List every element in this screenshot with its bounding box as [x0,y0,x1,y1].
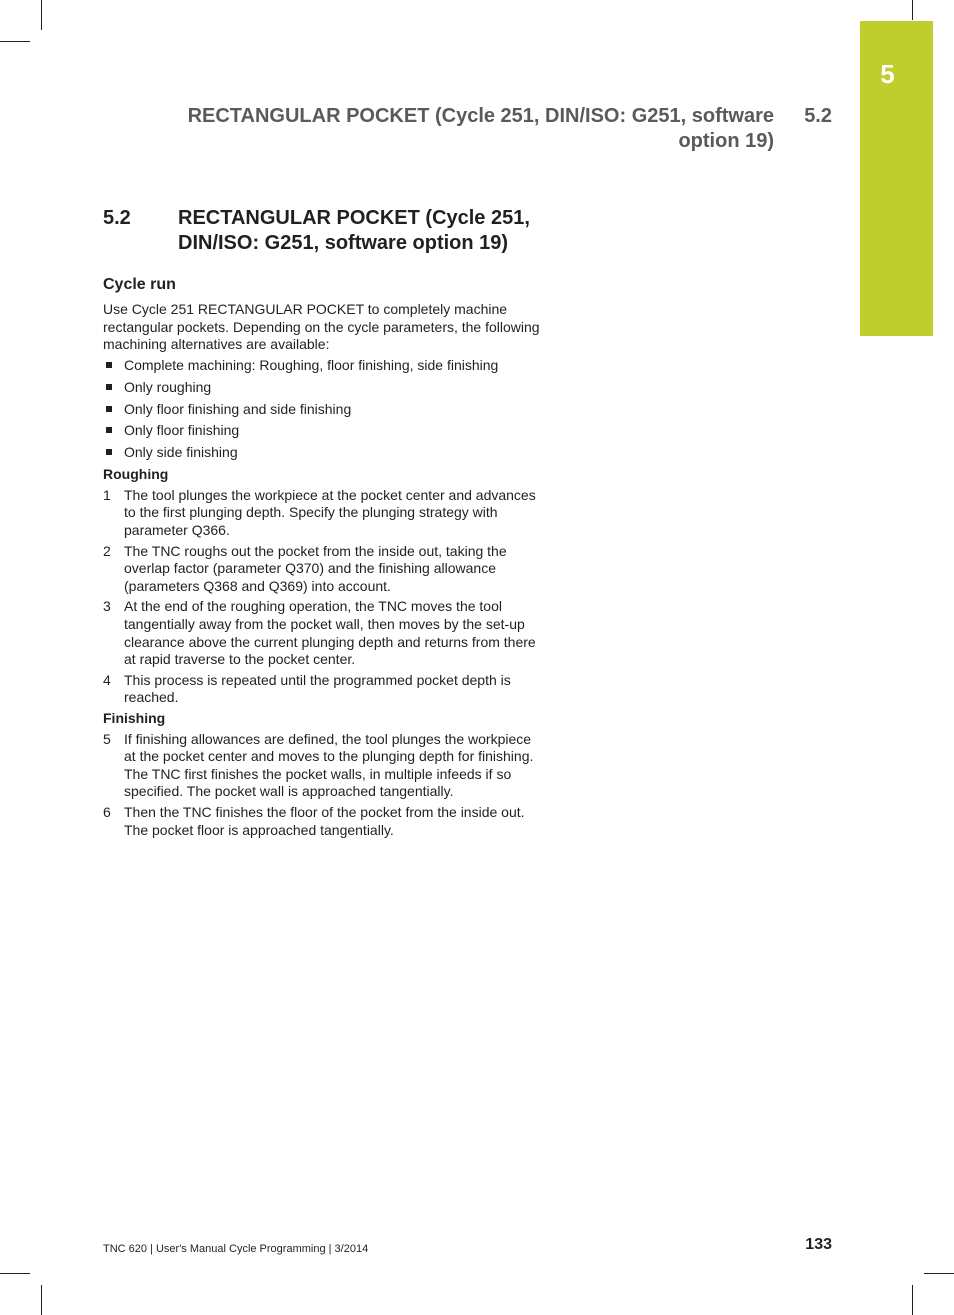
section-heading [103,206,553,256]
step-item [103,804,543,839]
list-item-text: Only floor finishing and side finishing [124,400,352,417]
list-item-text: Only roughing [124,378,212,395]
step-text: The TNC roughs out the pocket from the inside out, taking the overlap factor (parameter Q370) and the finishing allowance (parameters Q368 and Q369) into account. [124,542,507,594]
list-item-text: Complete machining: Roughing, floor finishing, side finishing [124,356,499,373]
list-item [103,357,543,375]
step-item [103,543,543,596]
crop-mark [912,1285,913,1315]
alternatives-list [103,357,543,462]
step-text: Then the TNC finishes the floor of the pocket from the inside out. The pocket floor is approached tangentially. [124,803,525,838]
step-item [103,487,543,540]
step-text: If finishing allowances are defined, the tool plunges the workpiece at the pocket center and moves to the plunging depth for finishing. The TNC first finishes the pocket walls, in multiple infeeds if so specified. The pocket wall is approached tangentially. [124,730,534,800]
running-header-title: RECTANGULAR POCKET (Cycle 251, DIN/ISO: G251, software option 19) [187,105,774,152]
chapter-number: 5 [880,59,895,89]
main-content [103,275,543,842]
square-bullet-icon [106,384,112,390]
list-item [103,422,543,440]
section-title: RECTANGULAR POCKET (Cycle 251, DIN/ISO: G251, software option 19) [178,207,530,254]
finishing-steps [103,731,543,840]
list-item [103,444,543,462]
step-number: 4 [103,671,111,688]
step-text: At the end of the roughing operation, the TNC moves the tool tangentially away from the pocket wall, then moves by the set-up clearance above the current plunging depth and returns from there at rapid traverse to the pocket center. [124,598,536,668]
square-bullet-icon [106,362,112,368]
section-number: 5.2 [103,207,131,229]
crop-mark [41,1285,42,1315]
crop-mark [0,1273,30,1274]
crop-mark [41,0,42,30]
list-item-text: Only side finishing [124,444,238,461]
square-bullet-icon [106,406,112,412]
list-item [103,401,543,419]
roughing-steps [103,487,543,707]
roughing-heading: Roughing [103,466,169,483]
step-item [103,731,543,801]
crop-mark [924,1273,954,1274]
footer-text: TNC 620 | User's Manual Cycle Programming | 3/2014 [103,1243,369,1255]
step-text: This process is repeated until the programmed pocket depth is reached. [124,671,511,706]
list-item-text: Only floor finishing [124,422,240,439]
crop-mark [0,41,30,42]
square-bullet-icon [106,449,112,455]
step-number: 2 [103,542,111,559]
cycle-run-heading: Cycle run [103,276,176,293]
page-number: 133 [805,1236,832,1253]
square-bullet-icon [106,427,112,433]
crop-mark [912,0,913,20]
finishing-heading: Finishing [103,709,166,726]
step-text: The tool plunges the workpiece at the pocket center and advances to the first plunging depth. Specify the plunging strategy with parameter Q366. [124,486,536,539]
list-item [103,379,543,397]
chapter-tab [860,21,933,336]
running-header-section: 5.2 [804,105,832,127]
step-number: 3 [103,598,111,615]
step-number: 1 [103,486,111,503]
step-item [103,598,543,668]
cycle-run-intro: Use Cycle 251 RECTANGULAR POCKET to completely machine rectangular pockets. Depending on the cycle parameters, the following machining alternatives are available: [103,301,540,353]
step-number: 6 [103,803,111,820]
step-item [103,672,543,707]
step-number: 5 [103,730,111,747]
